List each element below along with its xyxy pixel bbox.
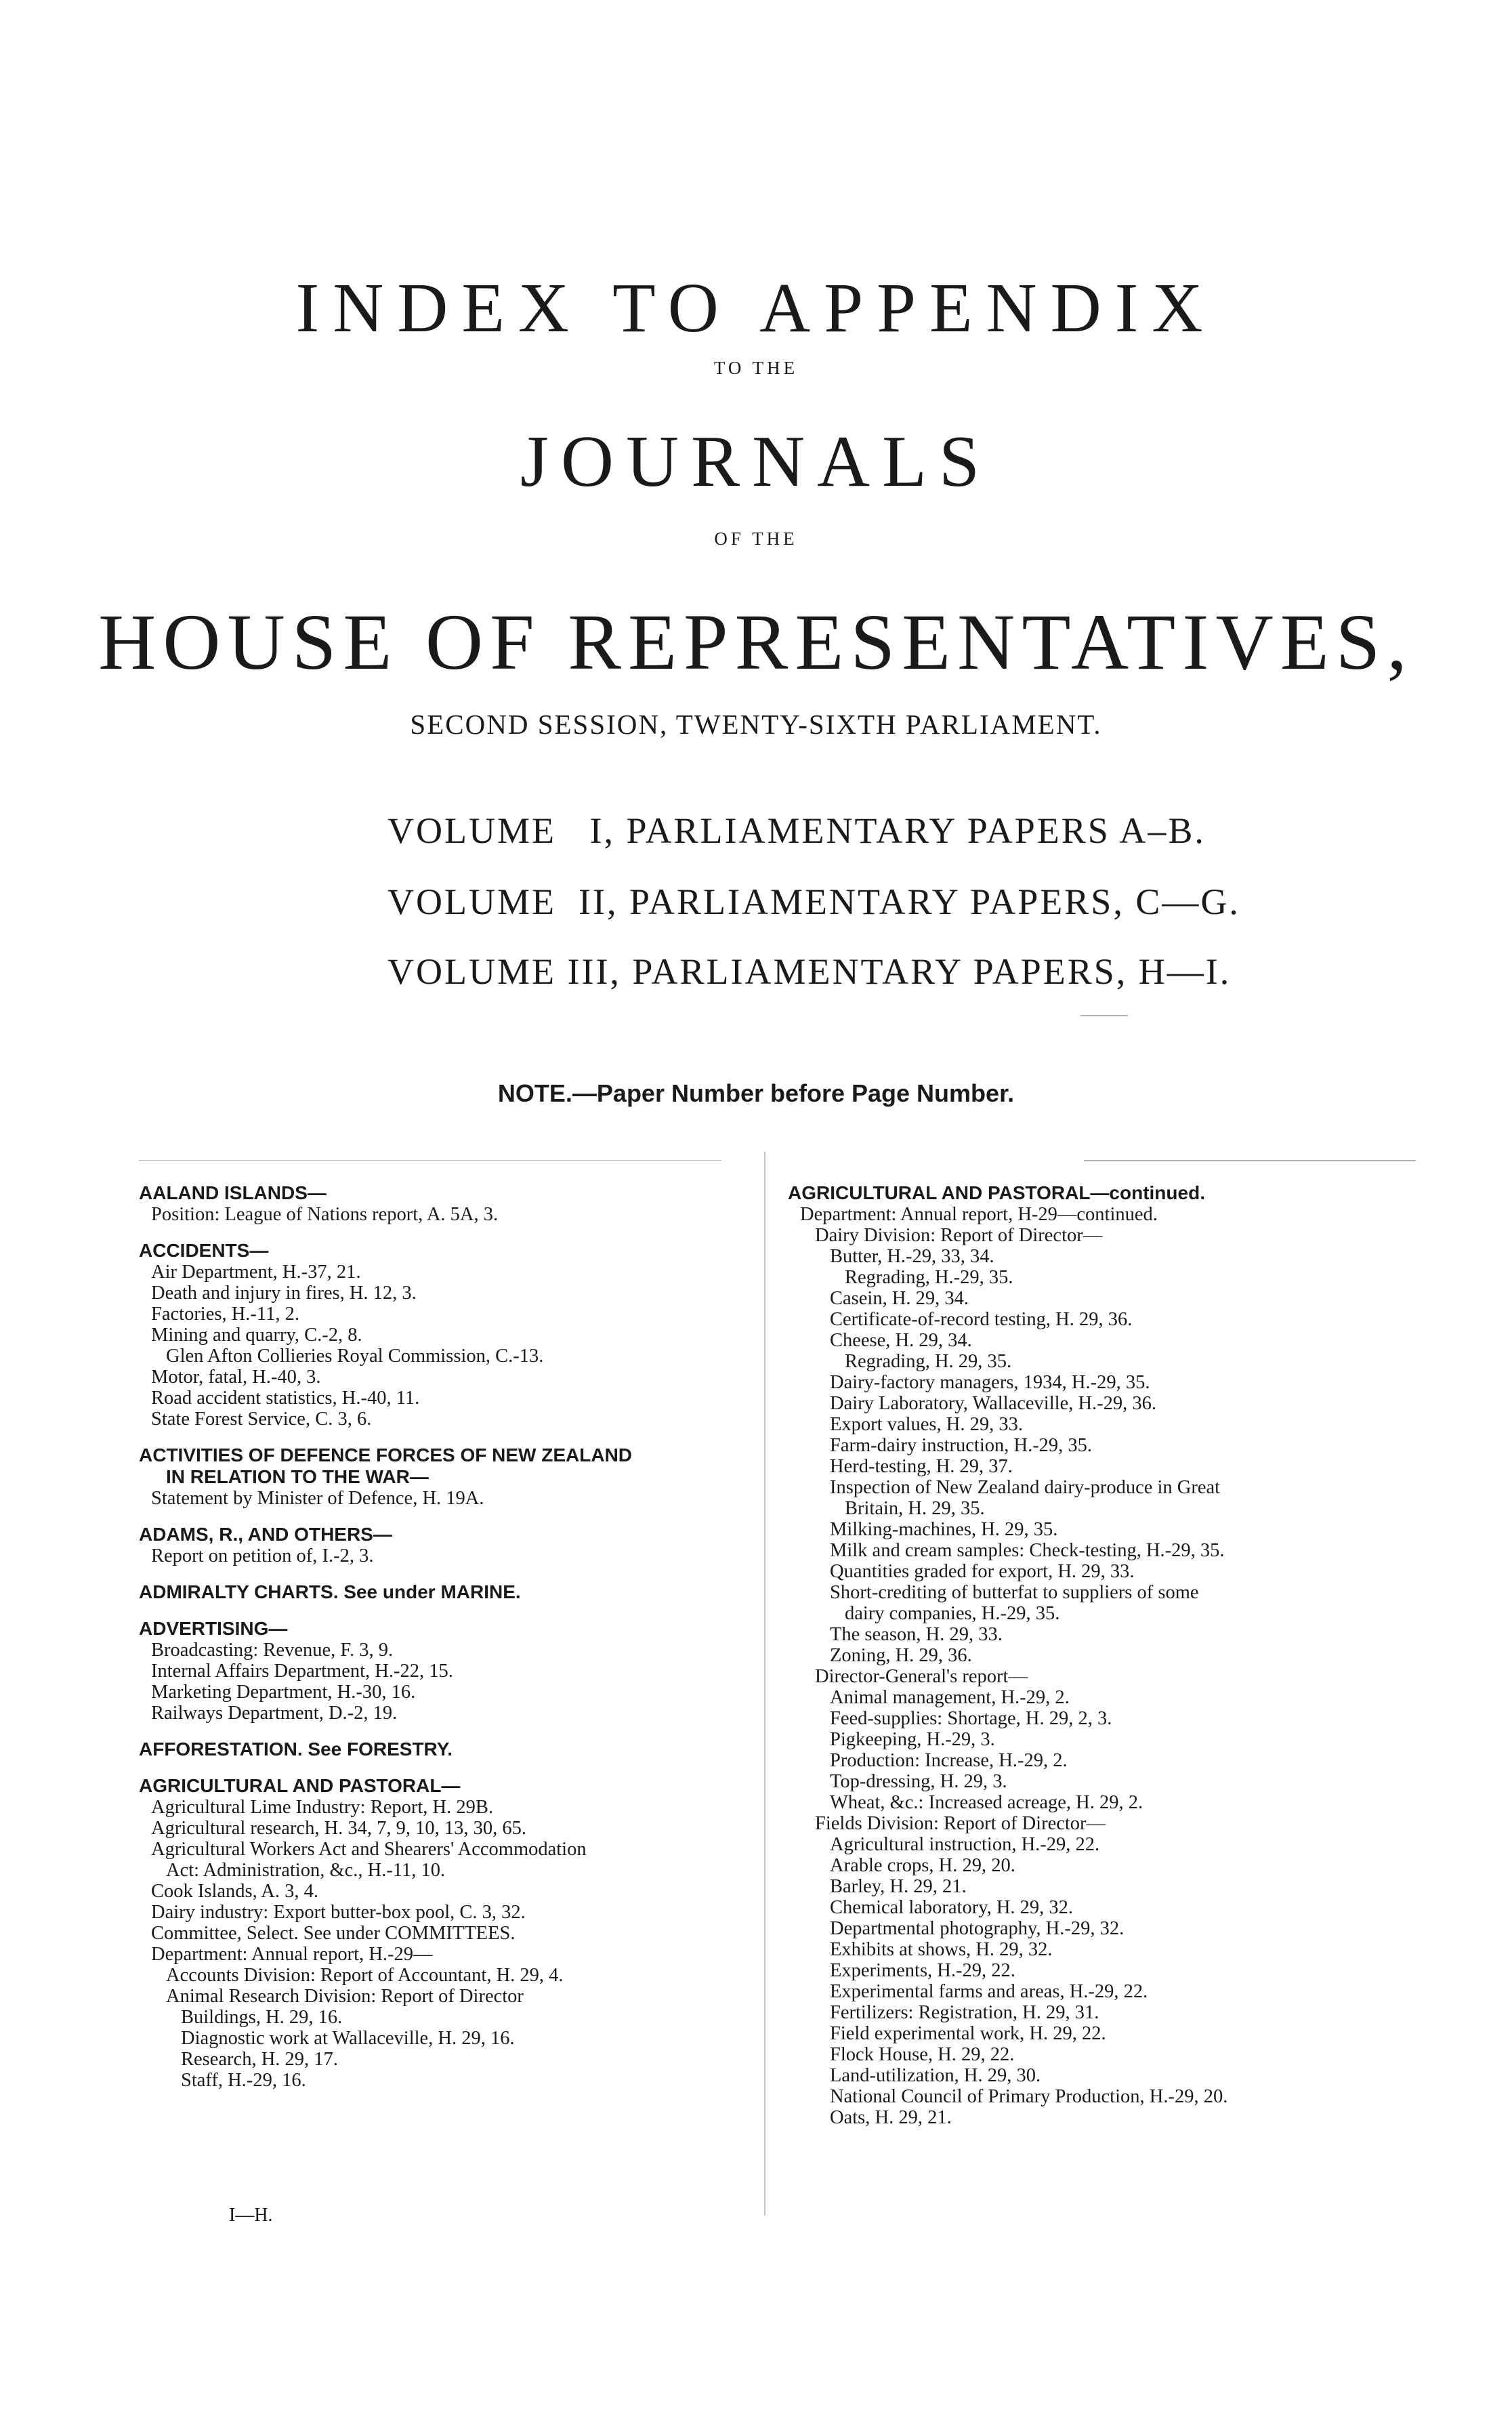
index-entry: Railways Department, D.-2, 19. [151,1703,398,1724]
index-entry: Production: Increase, H.-29, 2. [830,1750,1068,1771]
index-entry: Exhibits at shows, H. 29, 32. [830,1939,1053,1960]
index-entry: Fertilizers: Registration, H. 29, 31. [830,2002,1099,2023]
index-entry: Inspection of New Zealand dairy-produce in Great [830,1477,1221,1498]
index-entry: Road accident statistics, H.-40, 11. [151,1388,420,1409]
volume-2: VOLUME II, PARLIAMENTARY PAPERS, C—G. [387,881,1240,922]
index-entry: Farm-dairy instruction, H.-29, 35. [830,1435,1093,1456]
index-entry: State Forest Service, C. 3, 6. [151,1409,372,1430]
index-heading: AGRICULTURAL AND PASTORAL—continued. [788,1182,1205,1203]
index-entry: Cook Islands, A. 3, 4. [151,1881,319,1902]
index-entry: Staff, H.-29, 16. [181,2070,306,2091]
title-house: HOUSE OF REPRESENTATIVES, [98,598,1414,686]
index-entry: Internal Affairs Department, H.-22, 15. [151,1661,453,1682]
index-entry: Zoning, H. 29, 36. [830,1645,972,1666]
index-entry: Motor, fatal, H.-40, 3. [151,1367,321,1388]
index-entry: Milk and cream samples: Check-testing, H.-29, 35. [830,1540,1225,1561]
index-entry: Dairy industry: Export butter-box pool, C. 3, 32. [151,1902,526,1923]
index-entry: Air Department, H.-37, 21. [151,1262,361,1283]
title-session: SECOND SESSION, TWENTY-SIXTH PARLIAMENT. [410,709,1102,740]
index-heading: AGRICULTURAL AND PASTORAL— [139,1775,461,1796]
index-entry: Animal management, H.-29, 2. [830,1687,1070,1708]
index-entry: Broadcasting: Revenue, F. 3, 9. [151,1640,394,1661]
index-heading: ADAMS, R., AND OTHERS— [139,1524,392,1545]
index-entry: Milking-machines, H. 29, 35. [830,1519,1058,1540]
index-entry: Experiments, H.-29, 22. [830,1960,1015,1981]
index-entry: Diagnostic work at Wallaceville, H. 29, 16. [181,2028,515,2049]
index-entry: Act: Administration, &c., H.-11, 10. [166,1860,446,1881]
index-entry: The season, H. 29, 33. [830,1624,1003,1645]
divider-right-top [1084,1160,1416,1161]
index-entry: dairy companies, H.-29, 35. [845,1603,1060,1624]
divider-left-top [139,1160,721,1161]
title-index: INDEX TO APPENDIX [295,269,1217,347]
index-entry: Arable crops, H. 29, 20. [830,1855,1015,1876]
index-heading: ADVERTISING— [139,1618,288,1639]
index-entry: Pigkeeping, H.-29, 3. [830,1729,995,1750]
title-to-the: TO THE [713,358,799,378]
index-entry: National Council of Primary Production, H.-29, 20. [830,2086,1228,2107]
index-entry: Agricultural research, H. 34, 7, 9, 10, 13, 30, 65. [151,1818,527,1839]
index-column-right [788,1182,1425,2128]
volume-3: VOLUME III, PARLIAMENTARY PAPERS, H—I. [387,951,1232,992]
index-entry: Committee, Select. See under COMMITTEES. [151,1923,516,1944]
index-entry: Dairy-factory managers, 1934, H.-29, 35. [830,1372,1150,1393]
index-entry: Experimental farms and areas, H.-29, 22. [830,1981,1148,2002]
index-entry: Casein, H. 29, 34. [830,1288,969,1309]
index-entry: Dairy Laboratory, Wallaceville, H.-29, 36. [830,1393,1157,1414]
index-entry: Factories, H.-11, 2. [151,1304,299,1325]
index-heading: ACCIDENTS— [139,1240,269,1261]
index-entry: Report on petition of, I.-2, 3. [151,1545,374,1566]
volume-1: VOLUME I, PARLIAMENTARY PAPERS A–B. [387,810,1206,851]
index-entry: Agricultural Workers Act and Shearers' Accommodation [151,1839,587,1860]
signature-mark: I—H. [229,2205,273,2226]
index-entry: Death and injury in fires, H. 12, 3. [151,1283,417,1304]
index-entry: Research, H. 29, 17. [181,2049,338,2070]
index-entry: Butter, H.-29, 33, 34. [830,1246,994,1267]
index-entry: Oats, H. 29, 21. [830,2107,952,2128]
index-entry: Dairy Division: Report of Director— [815,1225,1103,1246]
index-heading: AFFORESTATION. See FORESTRY. [139,1739,453,1760]
index-entry: Land-utilization, H. 29, 30. [830,2065,1041,2086]
title-of-the: OF THE [714,528,798,549]
index-column-left [139,1182,776,2091]
index-entry: Buildings, H. 29, 16. [181,2007,343,2028]
index-entry: Export values, H. 29, 33. [830,1414,1023,1435]
index-entry: Short-crediting of butterfat to suppliers of some [830,1582,1199,1603]
index-entry: Cheese, H. 29, 34. [830,1330,972,1351]
index-entry: Accounts Division: Report of Accountant, H. 29, 4. [166,1965,564,1986]
index-entry: Certificate-of-record testing, H. 29, 36. [830,1309,1133,1330]
index-entry: Quantities graded for export, H. 29, 33. [830,1561,1135,1582]
index-entry: Glen Afton Collieries Royal Commission, C.-13. [166,1346,544,1367]
index-entry: Agricultural Lime Industry: Report, H. 29B. [151,1797,493,1818]
index-entry: Barley, H. 29, 21. [830,1876,967,1897]
index-entry: Regrading, H.-29, 35. [845,1267,1013,1288]
index-heading: ADMIRALTY CHARTS. See under MARINE. [139,1581,521,1602]
index-entry: Herd-testing, H. 29, 37. [830,1456,1013,1477]
divider-short [1080,1015,1128,1016]
index-entry: Director-General's report— [815,1666,1028,1687]
index-entry: Field experimental work, H. 29, 22. [830,2023,1106,2044]
index-entry: Britain, H. 29, 35. [845,1498,985,1519]
title-journals: JOURNALS [520,421,992,502]
index-entry: Top-dressing, H. 29, 3. [830,1771,1007,1792]
index-entry: Department: Annual report, H-29—continued. [800,1204,1158,1225]
index-entry: Chemical laboratory, H. 29, 32. [830,1897,1074,1918]
index-entry: Feed-supplies: Shortage, H. 29, 2, 3. [830,1708,1112,1729]
index-entry: Fields Division: Report of Director— [815,1813,1106,1834]
index-entry: Departmental photography, H.-29, 32. [830,1918,1125,1939]
index-heading: AALAND ISLANDS— [139,1182,327,1203]
index-entry: Department: Annual report, H.-29— [151,1944,433,1965]
index-entry: Statement by Minister of Defence, H. 19A. [151,1488,484,1509]
index-entry: Marketing Department, H.-30, 16. [151,1682,416,1703]
index-entry: Regrading, H. 29, 35. [845,1351,1012,1372]
index-heading: IN RELATION TO THE WAR— [166,1466,429,1487]
note: NOTE.—Paper Number before Page Number. [497,1079,1015,1107]
index-entry: Mining and quarry, C.-2, 8. [151,1325,362,1346]
index-entry: Animal Research Division: Report of Director [166,1986,524,2007]
index-entry: Flock House, H. 29, 22. [830,2044,1015,2065]
index-entry: Position: League of Nations report, A. 5A, 3. [151,1204,499,1225]
index-heading: ACTIVITIES OF DEFENCE FORCES OF NEW ZEALAND [139,1444,633,1465]
index-entry: Wheat, &c.: Increased acreage, H. 29, 2. [830,1792,1143,1813]
index-entry: Agricultural instruction, H.-29, 22. [830,1834,1100,1855]
